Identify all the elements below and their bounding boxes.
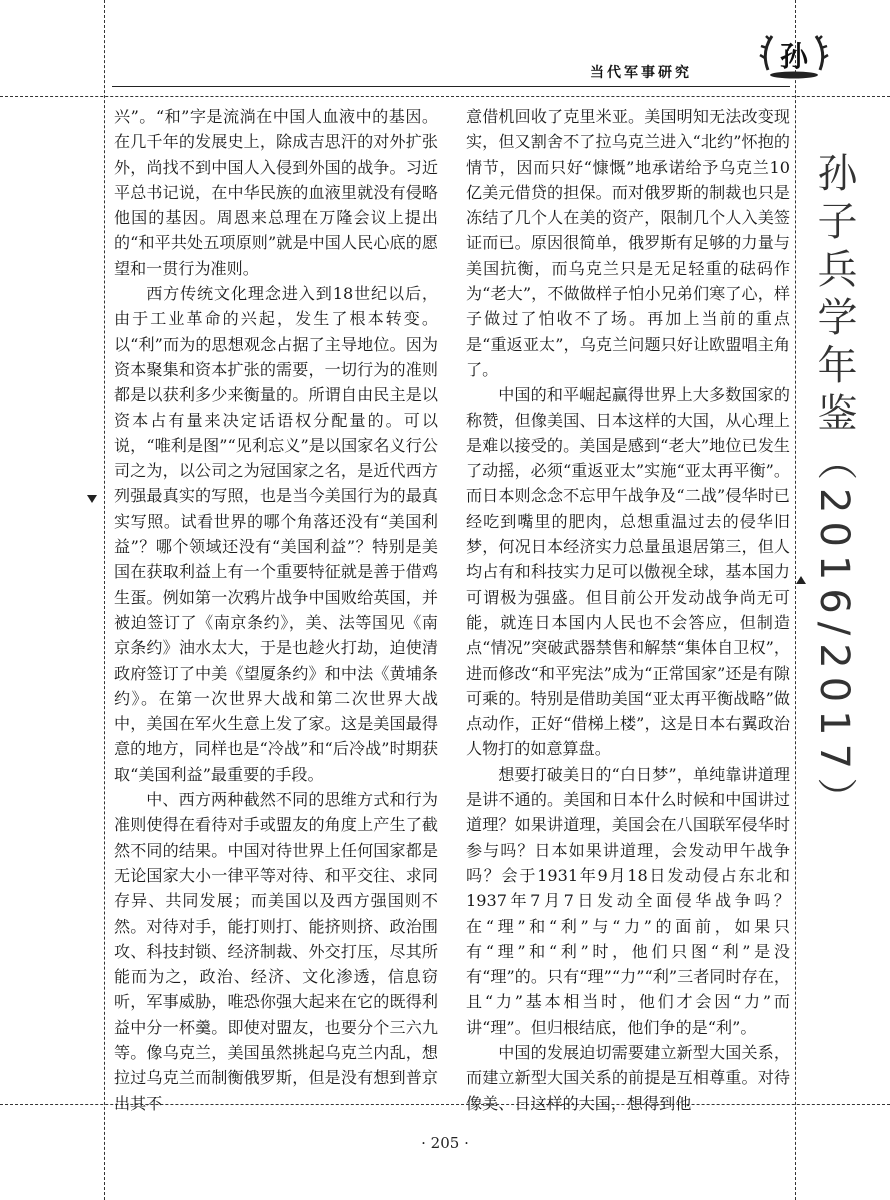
text-column-left xyxy=(114,104,438,1116)
header-rule xyxy=(112,86,790,87)
crop-guide-vertical-left xyxy=(104,0,105,1200)
text-column-right xyxy=(466,104,790,1116)
paragraph: 意借机回收了克里米亚。美国明知无法改变现实，但又割舍不了拉乌克兰进入“北约”怀抱的情节，因而只好“慷慨”地承诺给予乌克兰10亿美元借贷的担保。而对俄罗斯的制裁也只是冻结了几个人在美的资产，限制几个人入美签证而已。原因很简单，俄罗斯有足够的力量与美国抗衡，而乌克兰只是无足轻重的砝码作为“老大”，不做做样子怕小兄弟们寒了心，样子做过了怕收不了场。再加上当前的重点是“重返亚太”，乌克兰问题只好让欧盟唱主角了。 xyxy=(466,107,790,379)
binding-marker-down-icon xyxy=(87,495,97,503)
binding-marker-up-icon xyxy=(796,576,806,584)
crop-guide-horizontal-top xyxy=(0,96,890,97)
paragraph: 中国的和平崛起赢得世界上大多数国家的称赞，但像美国、日本这样的大国，从心理上是难以接受的。美国是感到“老大”地位已发生了动摇，必须“重返亚太”实施“亚太再平衡”。而日本则念念不忘甲午战争及“二战”侵华时已经吃到嘴里的肥肉，总想重温过去的侵华旧梦，何况日本经济实力总量虽退居第三，但人均占有和科技实力足可以傲视全球，基本国力可谓极为强盛。但目前公开发动战争尚无可能，就连日本国内人民也不会答应，但制造点“情况”突破武器禁售和解禁“集体自卫权”，进而修改“和平宪法”成为“正常国家”还是有隙可乘的。特别是借助美国“亚太再平衡战略”做点动作，正好“借梯上楼”，这是日本右翼政治人物打的如意算盘。 xyxy=(466,385,790,759)
logo-glyph: 孙 xyxy=(779,40,809,73)
running-header-section-title: 当代军事研究 xyxy=(590,65,692,81)
paragraph: 兴”。“和”字是流淌在中国人血液中的基因。在几千年的发展史上，除成吉思汗的对外扩张外，尚找不到中国人入侵到外国的战争。习近平总书记说，在中华民族的血液里就没有侵略他国的基因。周恩来总理在万隆会议上提出的“和平共处五项原则”就是中国人民心底的愿望和一贯行为准则。 xyxy=(114,107,438,278)
crop-guide-vertical-right xyxy=(795,0,796,1200)
paragraph: 中、西方两种截然不同的思维方式和行为准则使得在看待对手或盟友的角度上产生了截然不同的结果。中国对待世界上任何国家都是无论国家大小一律平等对待、和平交往、求同存异、共同发展；而美国以及西方强国则不然。对待对手，能打则打、能挤则挤、政治围攻、科技封锁、经济制裁、外交打压，尽其所能而为之，政治、经济、文化渗透，信息窃听，军事威胁，唯恐你强大起来在它的既得利益中分一杯羹。即使对盟友，也要分个三六九等。像乌克兰，美国虽然挑起乌克兰内乱，想拉过乌克兰而制衡俄罗斯，但是没有想到普京出其不 xyxy=(114,790,438,1113)
paragraph: 中国的发展迫切需要建立新型大国关系，而建立新型大国关系的前提是互相尊重。对待像美、日这样的大国，想得到他 xyxy=(466,1042,790,1113)
page-number: · 205 · xyxy=(421,1134,469,1152)
paragraph: 想要打破美日的“白日梦”，单纯靠讲道理是讲不通的。美国和日本什么时候和中国讲过道理？如果讲道理，美国会在八国联军侵华时参与吗？日本如果讲道理，会发动甲午战争吗？会于1931年9月18日发动侵占东北和1937年7月7日发动全面侵华战争吗？在“理”和“利”与“力”的面前，如果只有“理”和“利”时，他们只图“利”是没有“理”的。只有“理”“力”“利”三者同时存在，且“力”基本相当时，他们才会因“力”而讲“理”。但归根结底，他们争的是“利”。 xyxy=(466,764,790,1037)
vertical-book-title: 孙子兵学年鉴（2016/2017） xyxy=(811,152,857,826)
yearbook-logo-emblem xyxy=(758,28,830,86)
paragraph: 西方传统文化理念进入到18世纪以后，由于工业革命的兴起，发生了根本转变。以“利”而为的思想观念占据了主导地位。因为资本聚集和资本扩张的需要，一切行为的准则都是以获利多少来衡量的。所谓自由民主是以资本占有量来决定话语权分配量的。可以说，“唯利是图”“见利忘义”是以国家名义行公司之为，以公司之为冠国家之名，是近代西方列强最真实的写照，也是当今美国行为的最真实写照。试看世界的哪个角落还没有“美国利益”？哪个领域还没有“美国利益”？特别是美国在获取利益上有一个重要特征就是善于借鸡生蛋。例如第一次鸦片战争中国败给英国，并被迫签订了《南京条约》，美、法等国见《南京条约》油水太大，于是也趁火打劫，迫使清政府签订了中美《望厦条约》和中法《黄埔条约》。在第一次世界大战和第二次世界大战中，美国在军火生意上发了家。这是美国最得意的地方，同样也是“冷战”和“后冷战”时期获取“美国利益”最重要的手段。 xyxy=(114,284,438,784)
